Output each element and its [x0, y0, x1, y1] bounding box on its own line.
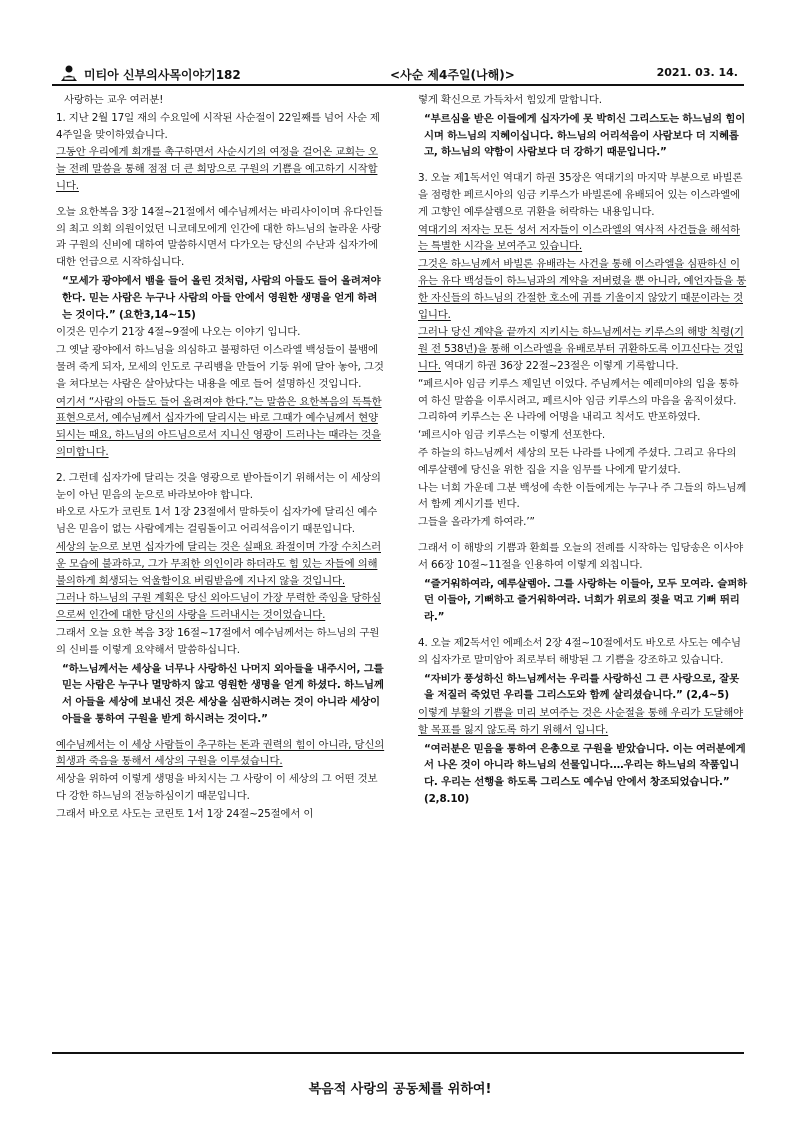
- scripture-quote: [424, 576, 748, 626]
- paragraph: [418, 222, 748, 256]
- paragraph-text: 여기서 “사람의 아들도 들어 올려져야 한다.”는 말씀은 요한복음의 독특한 표현으로서, 예수님께서 십자가에 달리시는 바로 그때가 예수님께서 현양되시는 때요, 하느님의 아드님으로서 지니신 영광이 드러나는 때라는 것을 의미합니다.: [56, 395, 382, 458]
- paragraph-text: “부르심을 받은 이들에게 십자가에 못 박히신 그리스도는 하느님의 힘이시며 하느님의 지혜이십니다. 하느님의 어리석음이 사람보다 더 지혜롭고, 하느님의 약함이 사람보다 더 강하기 때문입니다.”: [424, 112, 746, 159]
- paragraph: [56, 394, 386, 461]
- paragraph-text: 바오로 사도가 코린토 1서 1장 23절에서 말하듯이 십자가에 달리신 예수님은 믿음이 없는 사람에게는 걸림돌이고 어리석음이기 때문입니다.: [56, 506, 378, 536]
- right-column: [418, 92, 748, 809]
- paragraph-text: 그래서 오늘 요한 복음 3장 16절~17절에서 예수님께서는 하느님의 구원의 신비를 이렇게 요약해서 말씀하십니다.: [56, 626, 380, 656]
- paragraph: [56, 539, 386, 589]
- paragraph: [418, 376, 748, 426]
- paragraph-text: 그러나 하느님의 구원 계획은 당신 외아드님이 가장 무력한 죽임을 당하심으로써 인간에 대한 당신의 사랑을 드러내시는 것이었습니다.: [56, 592, 381, 622]
- paragraph: [56, 92, 386, 109]
- paragraph: [418, 540, 748, 574]
- paragraph: [56, 806, 386, 823]
- paragraph-text: 오늘 요한복음 3장 14절~21절에서 예수님께서는 바리사이이며 유다인들의 최고 의회 의원이었던 니코데모에게 인간에 대한 하느님의 놀라운 사랑과 구원의 신비에 대하여 말씀하시면서 다가오는 당신의 수난과 십자가에 대한 언급으로 시작하십니다.: [56, 205, 383, 269]
- paragraph: [418, 170, 748, 220]
- paragraph-text: 그 옛날 광야에서 하느님을 의심하고 불평하던 이스라엘 백성들이 불뱀에 물려 죽게 되자, 모세의 인도로 구리뱀을 만들어 기둥 위에 달아 놓아, 그것을 쳐다보는 사람은 살아났다는 내용을 예로 들어 설명하신 것입니다.: [56, 344, 384, 390]
- paragraph-text: “즐거워하여라, 예루살렘아. 그를 사랑하는 이들아, 모두 모여라. 슬퍼하던 이들아, 기뻐하고 즐거워하여라. 너희가 위로의 젖을 먹고 기뻐 뛰리라.”: [424, 577, 747, 624]
- paragraph: [56, 504, 386, 538]
- paragraph-text: “페르시아 임금 키루스 제일년 이었다. 주님께서는 예레미야의 입을 통하여 하신 말씀을 이루시려고, 페르시아 임금 키루스의 마음을 움직이셨다. 그리하여 키루스는 온 나라에 어명을 내리고 칙서도 반포하였다.: [418, 377, 739, 424]
- paragraph-text: 이렇게 부활의 기쁨을 미리 보여주는 것은 사순절을 통해 우리가 도달해야 할 목표를 잃지 않도록 하기 위해서 입니다.: [418, 707, 743, 736]
- liturgical-subtitle: <사순 제4주일(나해)>: [390, 68, 515, 82]
- paragraph-text: 그동안 우리에게 회개를 촉구하면서 사순시기의 여정을 걸어온 교회는 오늘 전례 말씀을 통해 점점 더 큰 희망으로 구원의 기쁨을 예고하기 시작합니다.: [56, 146, 378, 192]
- paragraph: [418, 514, 748, 531]
- paragraph: [418, 480, 748, 514]
- scripture-quote: [62, 273, 386, 323]
- paragraph-text: 그것은 하느님께서 바빌론 유배라는 사건을 통해 이스라엘을 심판하신 이유는 유다 백성들이 하느님과의 계약을 저버렸을 뿐 아니라, 예언자들을 통한 자신들의 하느님의 간절한 호소에 귀를 기울이지 않았기 때문이라는 것입니다.: [418, 258, 747, 321]
- scripture-quote: [62, 661, 386, 728]
- paragraph-text: “여러분은 믿음을 통하여 은총으로 구원을 받았습니다. 이는 여러분에게서 나온 것이 아니라 하느님의 선물입니다.…우리는 하느님의 작품입니다. 우리는 선행을 하도록 그리스도 예수님 안에서 창조되었습니다.” (2,8.10): [424, 742, 746, 806]
- paragraph: [418, 324, 748, 374]
- paragraph: [418, 635, 748, 669]
- paragraph: [56, 470, 386, 504]
- paragraph-text: 1. 지난 2월 17일 재의 수요일에 시작된 사순절이 22일째를 넘어 사순 제4주일을 맞이하였습니다.: [56, 111, 380, 141]
- paragraph: [418, 445, 748, 479]
- paragraph: [418, 705, 748, 739]
- paragraph-text: 예수님께서는 이 세상 사람들이 추구하는 돈과 권력의 힘이 아니라, 당신의 희생과 죽음을 통해서 세상의 구원을 이루셨습니다.: [56, 738, 385, 768]
- paragraph: [56, 625, 386, 659]
- paragraph-text: 렇게 확신으로 가득차서 힘있게 말합니다.: [418, 94, 602, 106]
- paragraph-tail: 역대기 하권 36장 22절~23절은 이렇게 기록합니다.: [440, 359, 679, 372]
- scripture-quote: [424, 111, 748, 161]
- paragraph-text: 3. 오늘 제1독서인 역대기 하권 35장은 역대기의 마지막 부분으로 바빌론을 점령한 페르시아의 임금 키루스가 바빌론에 유배되어 있는 이스라엘에게 고향인 예루살렘으로 귀환을 허락하는 내용입니다.: [418, 172, 743, 218]
- paragraph-text: “모세가 광야에서 뱀을 들어 올린 것처럼, 사람의 아들도 들어 올려져야 한다. 믿는 사람은 누구나 사람의 아들 안에서 영원한 생명을 얻게 하려는 것이다.” (요한3,14~15): [62, 274, 381, 321]
- paragraph: [56, 110, 386, 144]
- paragraph-text: 4. 오늘 제2독서인 에페소서 2장 4절~10절에서도 바오로 사도는 예수님의 십자가로 말미암아 죄로부터 해방된 그 기쁨을 강조하고 있습니다.: [418, 636, 741, 666]
- scripture-quote: [424, 741, 748, 808]
- paragraph: [418, 256, 748, 323]
- paragraph-text: “하느님께서는 세상을 너무나 사랑하신 나머지 외아들을 내주시어, 그를 믿는 사람은 누구나 멸망하지 않고 영원한 생명을 얻게 하셨다. 하느님께서 아들을 세상에 보내신 것은 세상을 심판하시려는 것이 아니라 세상이 아들을 통하여 구원을 받게 하시려는 것이다.”: [62, 662, 384, 725]
- paragraph: [56, 204, 386, 271]
- paragraph-text: 세상을 위하여 이렇게 생명을 바치시는 그 사랑이 이 세상의 그 어떤 것보다 강한 하느님의 전능하심이기 때문입니다.: [56, 773, 378, 803]
- paragraph: [56, 144, 386, 194]
- footer-motto: 복음적 사랑의 공동체를 위하여!: [308, 1082, 492, 1097]
- page-header: [52, 62, 744, 86]
- paragraph-text: 그래서 바오로 사도는 코린토 1서 1장 24절~25절에서 이: [56, 807, 314, 820]
- left-column: [56, 92, 386, 824]
- header-divider: [52, 84, 744, 86]
- scripture-quote: [424, 671, 748, 705]
- paragraph-text: 나는 너희 가운데 그분 백성에 속한 이들에게는 누구나 주 그들의 하느님께서 함께 계시기를 빈다.: [418, 481, 747, 511]
- paragraph-text: 역대기의 저자는 모든 성서 저자들이 이스라엘의 역사적 사건들을 해석하는 특별한 시각을 보여주고 있습니다.: [418, 223, 740, 253]
- paragraph-text: 2. 그런데 십자가에 달리는 것을 영광으로 받아들이기 위해서는 이 세상의 눈이 아닌 믿음의 눈으로 바라보아야 합니다.: [56, 471, 381, 501]
- paragraph-text: 그들을 올라가게 하여라.’”: [418, 516, 535, 529]
- paragraph: [56, 590, 386, 624]
- paragraph-text: 그래서 이 해방의 기쁨과 환희를 오늘의 전례를 시작하는 입당송은 이사야서 66장 10절~11절을 인용하여 이렇게 외칩니다.: [418, 541, 743, 571]
- issue-date: 2021. 03. 14.: [656, 66, 738, 79]
- paragraph-text: 사랑하는 교우 여러분!: [64, 94, 164, 106]
- paragraph-text: 주 하늘의 하느님께서 세상의 모든 나라를 나에게 주셨다. 그리고 유다의 예루살렘에 당신을 위한 집을 지을 임무를 나에게 맡기셨다.: [418, 446, 737, 476]
- paragraph-text: 그러나 당신 계약을 끝까지 지키시는 하느님께서는 키루스의 해방 칙령(기원 전 538년)을 통해 이스라엘을 유배로부터 귀환하도록 이끄신다는 것입니다.: [418, 326, 744, 372]
- paragraph-text: “자비가 풍성하신 하느님께서는 우리를 사랑하신 그 큰 사랑으로, 잘못을 저질러 죽었던 우리를 그리스도와 함께 살리셨습니다.” (2,4~5): [424, 672, 740, 702]
- paragraph-text: ‘페르시아 임금 키루스는 이렇게 선포한다.: [418, 429, 606, 442]
- paragraph-text: 이것은 민수기 21장 4절~9절에 나오는 이야기 입니다.: [56, 326, 301, 339]
- monk-reading-icon: [58, 64, 80, 82]
- paragraph-text: 세상의 눈으로 보면 십자가에 달리는 것은 실패요 좌절이며 가장 수치스러운 모습에 불과하고, 그가 무죄한 의인이라 하더라도 힘 있는 자들에 의해 불의하게 희생되는 억울함이요 버림받음에 지나지 않을 것입니다.: [56, 540, 381, 587]
- footer-divider: [52, 1052, 744, 1054]
- paragraph: [56, 324, 386, 341]
- paragraph: [418, 427, 748, 444]
- paragraph: [56, 771, 386, 805]
- paragraph: [56, 342, 386, 392]
- paragraph: [418, 92, 748, 109]
- paragraph: [56, 737, 386, 771]
- newsletter-title: 미티아 신부의사목이야기182: [84, 68, 241, 82]
